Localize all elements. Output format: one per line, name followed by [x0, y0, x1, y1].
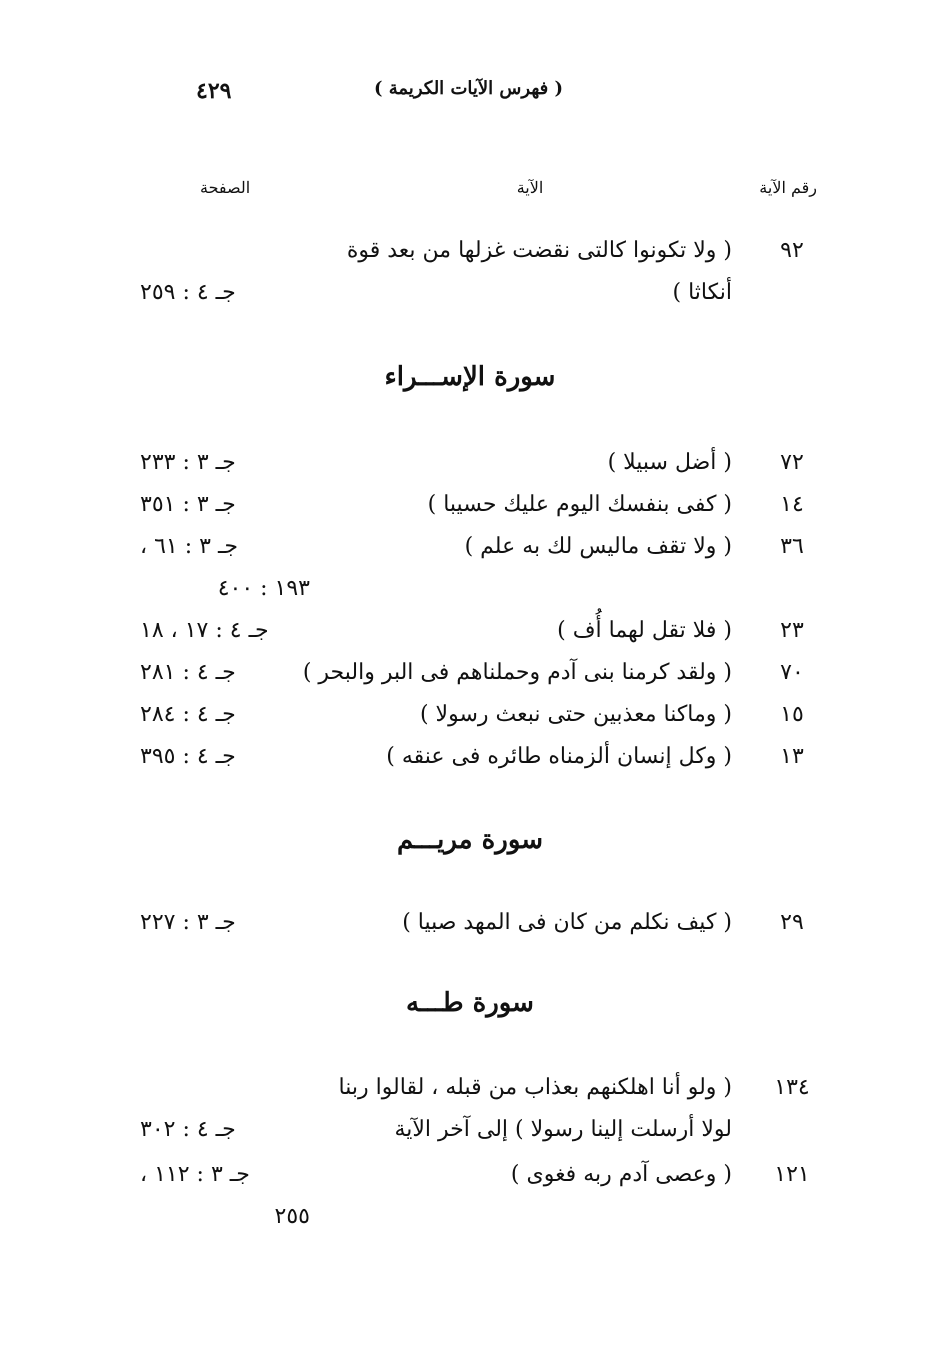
verse-text: ( كفى بنفسك اليوم عليك حسيبا ): [427, 492, 732, 517]
page-reference: جـ ٣ : ٢٣٣: [140, 450, 236, 475]
index-entry: [0, 448, 937, 492]
verse-text: ( وماكنا معذبين حتى نبعث رسولا ): [419, 702, 732, 727]
page-reference: جـ ٤ : ٢٨١: [140, 660, 236, 685]
page-reference: جـ ٣ : ١١٢ ،: [140, 1162, 250, 1187]
page-reference: جـ ٣ : ٢٢٧: [140, 910, 236, 935]
index-entry: [0, 700, 937, 744]
index-entry: [0, 1073, 937, 1153]
index-entry: [0, 742, 937, 786]
page-reference: جـ ٣ : ٦١ ،: [140, 534, 239, 559]
surah-heading-taha: سورة طـــه: [406, 988, 534, 1018]
verse-number: ١٥: [780, 702, 804, 727]
verse-text: ( ولقد كرمنا بنى آدم وحملناهم فى البر والبحر ): [302, 660, 732, 685]
verse-text: ( كيف نكلم من كان فى المهد صبيا ): [402, 910, 732, 935]
page-reference: جـ ٤ : ٢٥٩: [140, 280, 236, 305]
verse-text: ( فلا تقل لهما أُف ): [557, 618, 732, 643]
running-title: ( فهرس الآيات الكريمة ): [373, 78, 564, 99]
index-entry: [0, 908, 937, 952]
page-reference-continued: ١٩٣ : ٤٠٠: [217, 576, 310, 601]
index-entry: [0, 532, 937, 612]
column-header-number: رقم الآية: [759, 178, 817, 197]
verse-text: ( ولا تقف ماليس لك به علم ): [464, 534, 732, 559]
index-entry: [0, 490, 937, 534]
verse-text: ( وكل إنسان ألزمناه طائره فى عنقه ): [386, 744, 732, 769]
column-header-page: الصفحة: [200, 178, 251, 197]
verse-text: ( ولا تكونوا كالتى نقضت غزلها من بعد قوة: [346, 238, 732, 263]
verse-number: ٧٢: [780, 450, 804, 475]
verse-number: ٢٩: [780, 910, 804, 935]
verse-text: ( وعصى آدم ربه فغوى ): [510, 1162, 732, 1187]
verse-number: ٩٢: [780, 238, 804, 263]
page-reference: جـ ٤ : ٣٩٥: [140, 744, 236, 769]
verse-text: ( ولو أنا اهلكنهم بعذاب من قبله ، لقالوا ربنا: [338, 1075, 732, 1100]
verse-number: ٢٣: [780, 618, 804, 643]
verse-number: ١٢١: [774, 1162, 810, 1187]
surah-heading-maryam: سورة مريـــم: [396, 825, 544, 855]
page-reference: جـ ٣ : ٣٥١: [140, 492, 236, 517]
index-entry: [0, 1160, 937, 1240]
verse-text-continued: لولا أرسلت إلينا رسولا ) إلى آخر الآية: [394, 1117, 732, 1142]
index-entry: [0, 616, 937, 660]
index-entry: [0, 236, 937, 316]
page-reference: جـ ٤ : ٢٨٤: [140, 702, 236, 727]
surah-heading-isra: سورة الإســـراء: [384, 362, 556, 392]
verse-number: ١٣٤: [774, 1075, 810, 1100]
verse-number: ١٤: [780, 492, 804, 517]
verse-number: ١٣: [780, 744, 804, 769]
page-reference: جـ ٤ : ٣٠٢: [140, 1117, 236, 1142]
page-reference-continued: ٢٥٥: [274, 1204, 310, 1229]
verse-text-continued: أنكاثا ): [672, 280, 732, 305]
verse-number: ٧٠: [780, 660, 804, 685]
verse-number: ٣٦: [780, 534, 804, 559]
index-entry: [0, 658, 937, 702]
verse-text: ( أضل سبيلا ): [607, 450, 732, 475]
page-reference: جـ ٤ : ١٧ ، ١٨: [140, 618, 269, 643]
page-number: ٤٢٩: [196, 78, 232, 104]
column-header-verse: الآية: [516, 178, 544, 197]
